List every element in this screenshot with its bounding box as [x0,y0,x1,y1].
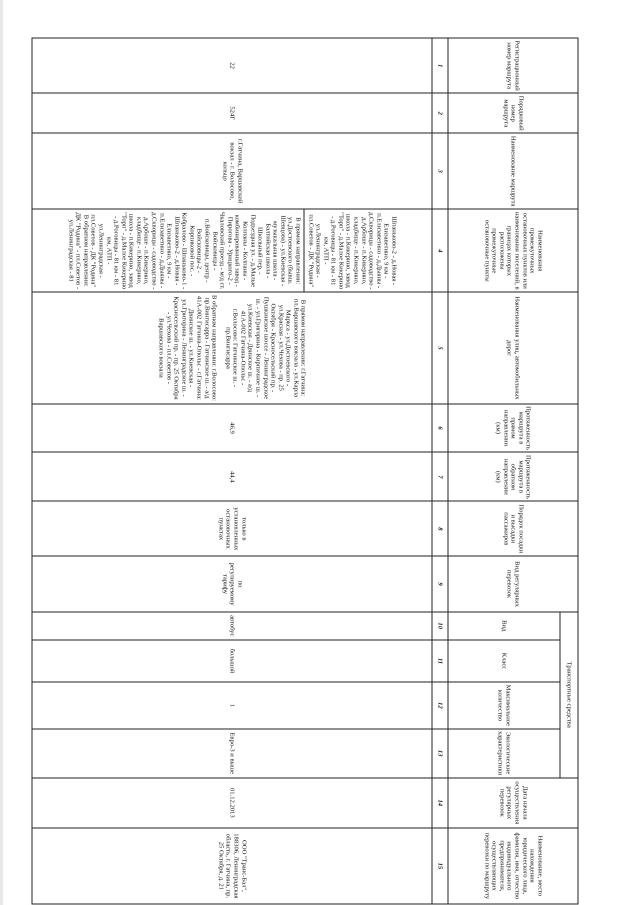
start-date-cell: 01.12.2013 [32,778,432,828]
header-streets: Наименования улиц, автомобильных дорог [448,292,578,403]
rotated-table-container [1,0,640,905]
vehicle-kind-cell: автобус [32,612,432,640]
length-forward-cell: 46,9 [32,404,432,453]
stops-forward-text: Шпаньково-2 - д.Новая - Елизаветино, 9 км - п.Елизаветино - д.Дыяны - д.Скворицы - садоводство - д.Арбоше - п.Кикерино, кладбище - п.Кикерино, школа - п.Кикерино, завод "Торп" - д.Малое Кикерино - д.Роговицы - 81 км - 81 км, АТП - ул.Ленинградская - пл.Советов - ДК "Родина" [307,212,398,290]
header-ecology: Экологические характеристики [448,729,560,778]
max-count-cell: 1 [32,682,432,729]
column-number: 12 [432,682,448,729]
boarding-cell: только в установленных остановочных пунктах [32,501,432,556]
route-registry-table [32,38,579,905]
header-vehicle-class: Класс [448,640,560,682]
ecology-cell: Евро-3 и выше [32,729,432,778]
column-number: 10 [432,612,448,640]
transport-kind-cell: по регулируемому тарифу [32,556,432,611]
order-number-cell: 524Г [32,93,432,133]
column-number: 2 [432,93,448,133]
column-number: 1 [432,38,448,93]
header-order-number: Порядковый номер маршрута [448,93,578,133]
column-number: 14 [432,778,448,828]
vehicle-class-cell: большой [32,640,432,682]
stops-divider [304,210,305,292]
header-route-name: Наименование маршрута [448,133,578,209]
header-transport-kind: Вид регулярных перевозок [448,556,578,611]
header-start-date: Дата начала осуществления регулярных перевозок [448,778,578,828]
header-max-count: Максимальное количество [448,682,560,729]
header-operator: Наименование, место нахождения юридического лица, фамилия, имя, отчество индивидуального предпринимателя, осуществляющих перевозки по маршруту [448,828,578,904]
column-number: 6 [432,404,448,453]
header-length-reverse: Протяженность маршрута в обратном направлении (км) [448,452,578,501]
column-number: 7 [432,452,448,501]
length-reverse-cell: 44,4 [32,452,432,501]
column-number: 8 [432,501,448,556]
column-number: 5 [432,292,448,403]
route-name-cell: г.Гатчина, Варшавский вокзал - г. Волосово, кольцо [32,133,432,209]
column-number: 11 [432,640,448,682]
header-boarding: Порядок посадки и высадки пассажиров [448,501,578,556]
column-number: 13 [432,729,448,778]
reg-number-cell: 22 [32,38,432,93]
streets-reverse-text: В обратном направлении: г.Волосово: пр.Вингисарра - Гатчинское ш. - а/д 41А-002 Гатчина-Опольс - г.Гатчина: Двинское ш. - ул.Киевская - ул.Григорина - Ленинградское ш. - Красносельский пр. - пр. 25 Октября - ул.Чехова - пл.Советов - Варшавского вокзала [157,294,218,401]
header-reg-number: Регистрационный номер маршрута [448,38,578,93]
header-vehicles-group: Транспортные средства [560,612,578,778]
route-row [32,38,432,904]
stops-reverse-text: В прямом направлении: ул.Достоевского (бывш. Шевцова) - ул.Киевская - музыкальная школа - Балтийская школа - Школьный пер. - Подъездная ул. - д.Малые Колпаны - Колпаны - комбинированный завод - Пирогова - Урицкого-2 - Чкаловский проезд - м/д ст. Войсковицы - п.Войсковицы, центр - Войсковицы-2 - Корпиковой пос. - Кобралово - Шпаньково-1 - Шпаньково-2 - д.Новая - Елизаветино, 9 км - п.Елизаветино - д.Дыяны - д.Скворицы - садоводство - д.Арбоше - п.Кикерино, кладбище - п.Кикерино, школа - п.Кикерино, завод "Торп" - д.Малое Кикерино - д.Роговицы - 81 км - 81 км, АТП - ул.Ленинградская - пл.Советов - ДК "Родина" В обратном направлении: ДК "Родина" - пл.Советов - ул.Ленинградская - 81 [67,212,302,290]
column-number: 3 [432,133,448,209]
header-stops: Наименования промежуточных остановочных пунктов или наименования поселений, в границах которых расположены промежуточные остановочные пункты [448,209,578,292]
streets-forward-text: В прямом направлении: г.Гатчина: пл.Варшавского вокзала - ул.Карла Маркса - ул.Достоевского - ул.Красная - ул.Чехова - пр. 25 Октября - Красносельский пр. - Пушкинское шоссе - Ленинградское ш. - ул.Григорина - Кирпичное ш. - ул.Киевская - Двинское ш. - а/д 41А-002 Гатчина-Опольс - г.Волосово: Гатчинское ш. - пр.Вингисарра [224,296,307,400]
column-number: 15 [432,828,448,904]
header-vehicle-kind: Вид [448,612,560,640]
column-number: 4 [432,209,448,292]
streets-cell [32,292,432,403]
operator-cell: ООО "Транс-Бал", 188306, Ленинградская область, г. Гатчина, пр. 25 Октября, д. 21 [32,828,432,904]
column-number: 9 [432,556,448,611]
stops-cell [32,209,432,292]
header-length-forward: Протяженность маршрута в прямом направлении (км) [448,404,578,453]
column-numbers-row [432,38,448,904]
